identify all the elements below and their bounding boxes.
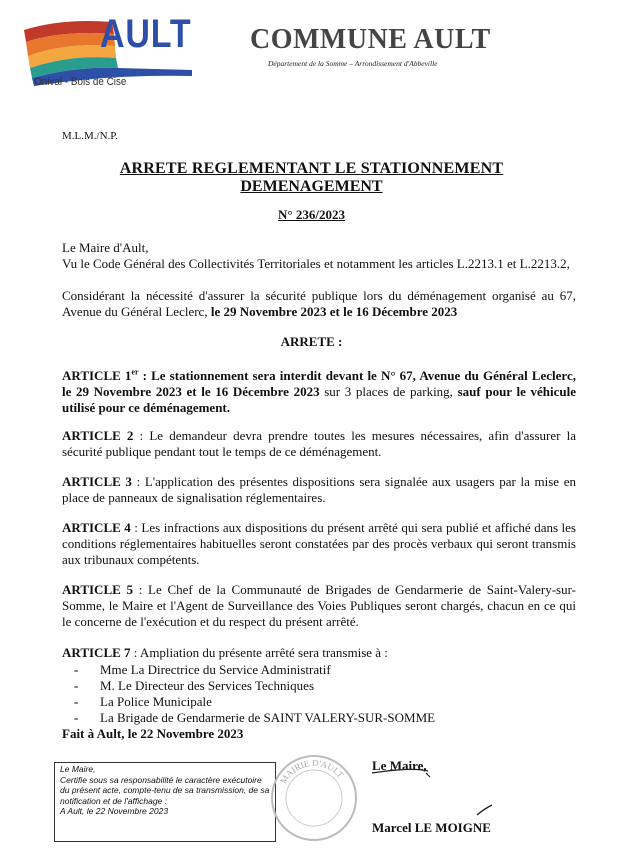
article-2 xyxy=(62,428,576,460)
article-7-label: ARTICLE 7 xyxy=(62,645,131,660)
article-1-label: ARTICLE 1er : Le stationnement sera interdit devant le N° 67, Avenue du Général Leclerc, le 29 Novembre 2023 et le 16 Décembre 2023 xyxy=(62,368,576,400)
department-line: Département de la Somme – Arrondissement d'Abbeville xyxy=(268,59,438,68)
preamble-considerant xyxy=(62,288,576,320)
article-3-label: ARTICLE 3 xyxy=(62,474,132,489)
article-7 xyxy=(62,645,576,661)
document-title-line2: DEMENAGEMENT xyxy=(240,178,383,195)
logo-subtitle: Onival - Bois de Cise xyxy=(34,76,127,88)
considerant-text: Considérant la nécessité d'assurer la sécurité publique lors du déménagement organisé au 67, Avenue du Général Leclerc, xyxy=(62,288,576,319)
preamble-vu: Vu le Code Général des Collectivités Territoriales et notamment les articles L.2213.1 et L.2213.2, xyxy=(62,256,570,271)
certification-statement: Certifie sous sa responsabilité le caractère exécutoire du présent acte, compte-tenu de sa transmission, de sa notification et de l'affichage : xyxy=(60,774,270,806)
list-item: - M. Le Directeur des Services Techniques xyxy=(62,678,435,694)
reference: M.L.M./N.P. xyxy=(62,130,118,142)
article-5 xyxy=(62,582,576,630)
article-2-label: ARTICLE 2 xyxy=(62,428,134,443)
signature-title: Le Maire, xyxy=(372,758,427,773)
mairie-stamp-icon xyxy=(268,752,360,844)
done-at: Fait à Ault, le 22 Novembre 2023 xyxy=(62,726,244,741)
article-4-label: ARTICLE 4 xyxy=(62,520,131,535)
article-3 xyxy=(62,474,576,506)
certification-text xyxy=(60,764,272,817)
considerant-dates: le 29 Novembre 2023 et le 16 Décembre 2023 xyxy=(210,304,458,319)
article-1-text: sur 3 places de parking, xyxy=(319,384,458,400)
article-7-text: : Ampliation du présente arrêté sera transmise à : xyxy=(130,645,388,660)
arrete-number: N° 236/2023 xyxy=(278,207,345,222)
article-4 xyxy=(62,520,576,568)
article-1-exception: sauf pour le véhicule utilisé pour ce déménagement. xyxy=(62,384,576,416)
article-3-text: : L'application des présentes dispositions sera signalée aux usagers par la mise en place de panneaux de signalisation réglementaires. xyxy=(62,474,576,505)
commune-title: COMMUNE AULT xyxy=(250,24,491,55)
list-item: - La Brigade de Gendarmerie de SAINT VALERY-SUR-SOMME xyxy=(62,710,435,726)
certification-mayor: Le Maire, xyxy=(60,764,96,774)
stamp-text: MAIRIE D'AULT xyxy=(278,757,346,786)
signatory-name: Marcel LE MOIGNE xyxy=(372,820,491,835)
document-title-line1: ARRETE REGLEMENTANT LE STATIONNEMENT xyxy=(119,160,504,177)
recipient-list xyxy=(62,662,435,726)
article-4-text: : Les infractions aux dispositions du présent arrêté qui sera publié et affiché dans les conditions réglementaires habituelles seront constatées par des procès verbaux qui seront transmis aux tribunaux compétents. xyxy=(62,520,576,567)
handwritten-signature xyxy=(352,765,512,825)
list-item: - La Police Municipale xyxy=(62,694,435,710)
arrete-heading: ARRETE : xyxy=(280,334,343,349)
logo-word: AULT xyxy=(100,12,192,56)
article-5-label: ARTICLE 5 xyxy=(62,582,133,597)
article-1 xyxy=(62,365,576,416)
list-item: - Mme La Directrice du Service Administratif xyxy=(62,662,435,678)
preamble-mayor: Le Maire d'Ault, xyxy=(62,240,149,255)
article-5-text: : Le Chef de la Communauté de Brigades de Gendarmerie de Saint-Valery-sur-Somme, le Maire et l'Agent de Surveillance des Voies Publiques seront chargés, chacun en ce qui le concerne de l'exécution et du respect du présent arrêté. xyxy=(62,582,576,629)
certification-date: A Ault, le 22 Novembre 2023 xyxy=(60,806,169,816)
article-2-text: : Le demandeur devra prendre toutes les mesures nécessaires, afin d'assurer la sécurité publique pendant tout le temps de ce déménagement. xyxy=(62,428,576,459)
